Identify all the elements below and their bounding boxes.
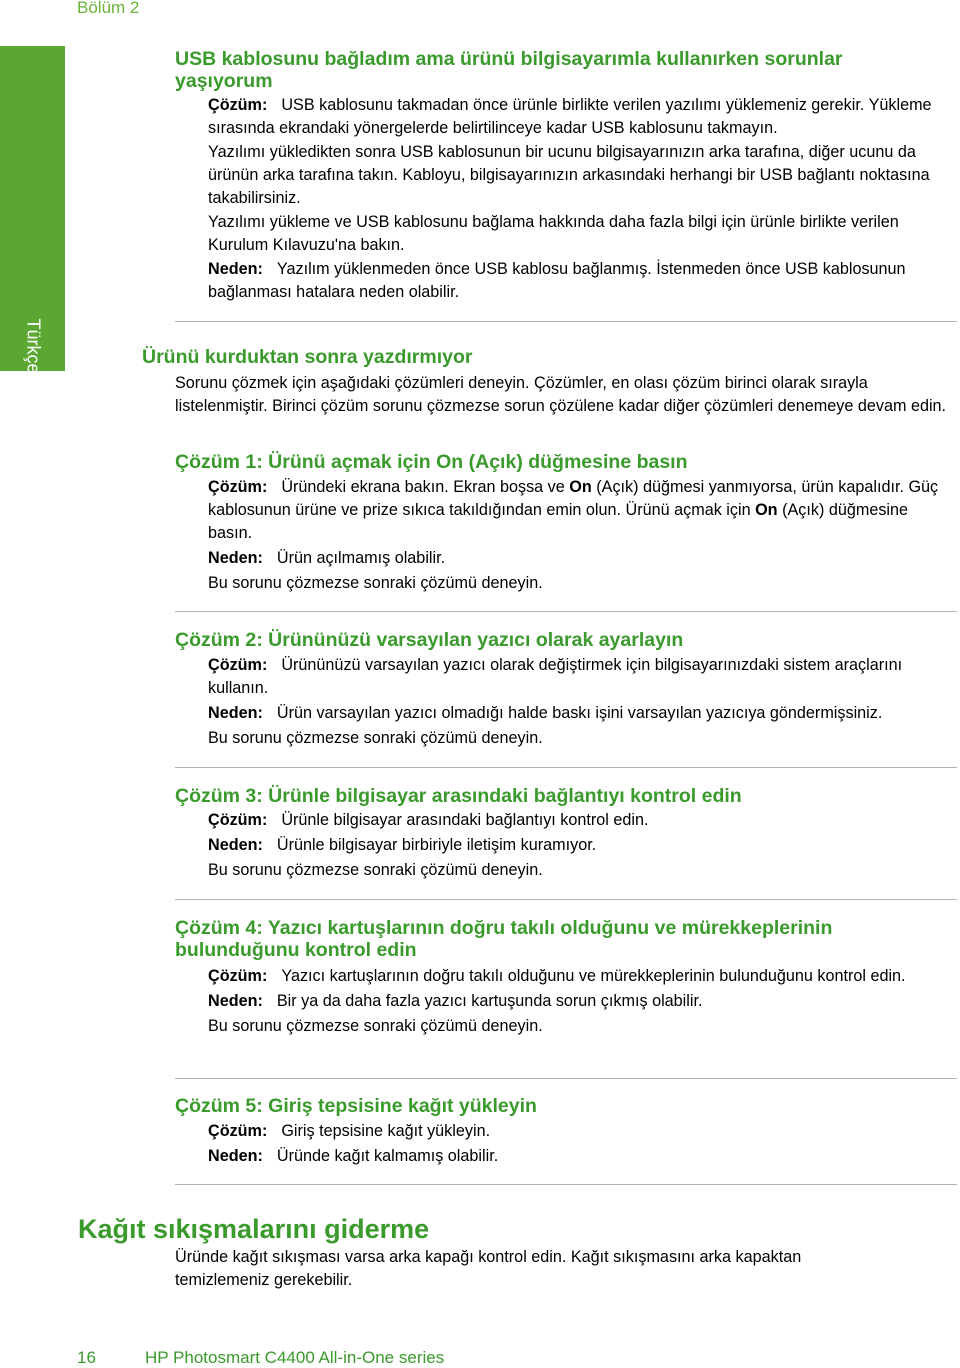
solution-3-block xyxy=(208,809,958,882)
solution-2-heading: Çözüm 2: Ürününüzü varsayılan yazıcı olarak ayarlayın xyxy=(175,629,684,651)
usb-solution-p3: Yazılımı yükleme ve USB kablosunu bağlama hakkında daha fazla bilgi için ürünle birlikte verilen Kurulum Kılavuzu'na bakın. xyxy=(208,213,899,254)
solution-2-next: Bu sorunu çözmezse sonraki çözümü deneyin. xyxy=(208,729,543,747)
solution-1-text: Çözüm: Üründeki ekrana bakın. Ekran boşsa ve On (Açık) düğmesi yanmıyorsa, ürün kapalıdır. Güç kablosunun ürüne ve prize sıkıca takıldığından emin olun. Ürünü açmak için On (Açık) düğmesine basın. xyxy=(208,478,939,542)
language-side-tab xyxy=(0,46,65,374)
divider xyxy=(175,1078,957,1079)
divider xyxy=(175,1184,957,1185)
print-section-heading: Ürünü kurduktan sonra yazdırmıyor xyxy=(142,346,473,368)
paper-jam-body: Üründe kağıt sıkışması varsa arka kapağı kontrol edin. Kağıt sıkışmasını arka kapaktan temizlemeniz gerekebilir. xyxy=(175,1248,802,1289)
solution-5-text: Çözüm: Giriş tepsisine kağıt yükleyin. xyxy=(208,1122,491,1140)
solution-2-block xyxy=(208,654,958,750)
solution-3-cause: Neden: Ürünle bilgisayar birbiriyle iletişim kuramıyor. xyxy=(208,836,597,854)
solution-4-heading: Çözüm 4: Yazıcı kartuşlarının doğru takılı olduğunu ve mürekkeplerinin bulunduğunu kontrol edin xyxy=(175,917,833,961)
solution-4-text: Çözüm: Yazıcı kartuşlarının doğru takılı olduğunu ve mürekkeplerinin bulunduğunu kontrol edin. xyxy=(208,967,906,985)
print-section-intro: Sorunu çözmek için aşağıdaki çözümleri deneyin. Çözümler, en olası çözüm birinci olarak sırayla listelenmiştir. Birinci çözüm sorunu çözmezse sorun çözülene kadar diğer çözümleri denemeye devam edin. xyxy=(175,374,947,415)
divider xyxy=(175,611,957,612)
solution-3-text: Çözüm: Ürünle bilgisayar arasındaki bağlantıyı kontrol edin. xyxy=(208,811,649,829)
solution-3-heading: Çözüm 3: Ürünle bilgisayar arasındaki bağlantıyı kontrol edin xyxy=(175,785,742,807)
solution-5-heading: Çözüm 5: Giriş tepsisine kağıt yükleyin xyxy=(175,1095,537,1117)
usb-solution-block xyxy=(208,94,958,304)
solution-2-text: Çözüm: Ürününüzü varsayılan yazıcı olarak değiştirmek için bilgisayarınızdaki sistem araçlarını kullanın. xyxy=(208,656,903,697)
solution-3-next: Bu sorunu çözmezse sonraki çözümü deneyin. xyxy=(208,861,543,879)
paper-jam-heading: Kağıt sıkışmalarını giderme xyxy=(78,1214,430,1244)
solution-4-block xyxy=(208,965,953,1038)
solution-4-cause: Neden: Bir ya da daha fazla yazıcı kartuşunda sorun çıkmış olabilir. xyxy=(208,992,703,1010)
solution-4-next: Bu sorunu çözmezse sonraki çözümü deneyin. xyxy=(208,1017,543,1035)
page-number: 16 xyxy=(77,1348,96,1367)
divider xyxy=(175,899,957,900)
usb-cause: Neden: Yazılım yüklenmeden önce USB kablosu bağlanmış. İstenmeden önce USB kablosunun bağlanması hatalara neden olabilir. xyxy=(208,260,906,301)
divider xyxy=(175,321,957,322)
solution-1-cause: Neden: Ürün açılmamış olabilir. xyxy=(208,549,446,567)
solution-5-cause: Neden: Üründe kağıt kalmamış olabilir. xyxy=(208,1147,499,1165)
divider xyxy=(175,767,957,768)
chapter-label: Bölüm 2 xyxy=(77,0,140,17)
usb-solution-p1: Çözüm: USB kablosunu takmadan önce ürünle birlikte verilen yazılımı yüklemeniz gerekir. Yükleme sırasında ekrandaki yönergelerde belirtilinceye kadar USB kablosunu takmayın. xyxy=(208,96,932,137)
solution-1-block xyxy=(208,476,948,595)
product-name: HP Photosmart C4400 All-in-One series xyxy=(145,1348,445,1367)
usb-solution-p2: Yazılımı yükledikten sonra USB kablosunun bir ucunu bilgisayarınızın arka tarafına, diğer ucunu da ürünün arka tarafına takın. Kabloyu, bilgisayarınızın arkasındaki herhangi bir USB bağlantı noktasına takabilirsiniz. xyxy=(208,143,930,207)
solution-1-heading: Çözüm 1: Ürünü açmak için On (Açık) düğmesine basın xyxy=(175,451,688,473)
solution-2-cause: Neden: Ürün varsayılan yazıcı olmadığı halde baskı işini varsayılan yazıcıya göndermişsiniz. xyxy=(208,704,883,722)
solution-1-next: Bu sorunu çözmezse sonraki çözümü deneyin. xyxy=(208,574,543,592)
usb-section-heading: USB kablosunu bağladım ama ürünü bilgisayarımla kullanırken sorunlar yaşıyorum xyxy=(175,48,843,92)
language-tab-label: Türkçe xyxy=(23,318,43,374)
solution-5-block xyxy=(208,1120,958,1168)
